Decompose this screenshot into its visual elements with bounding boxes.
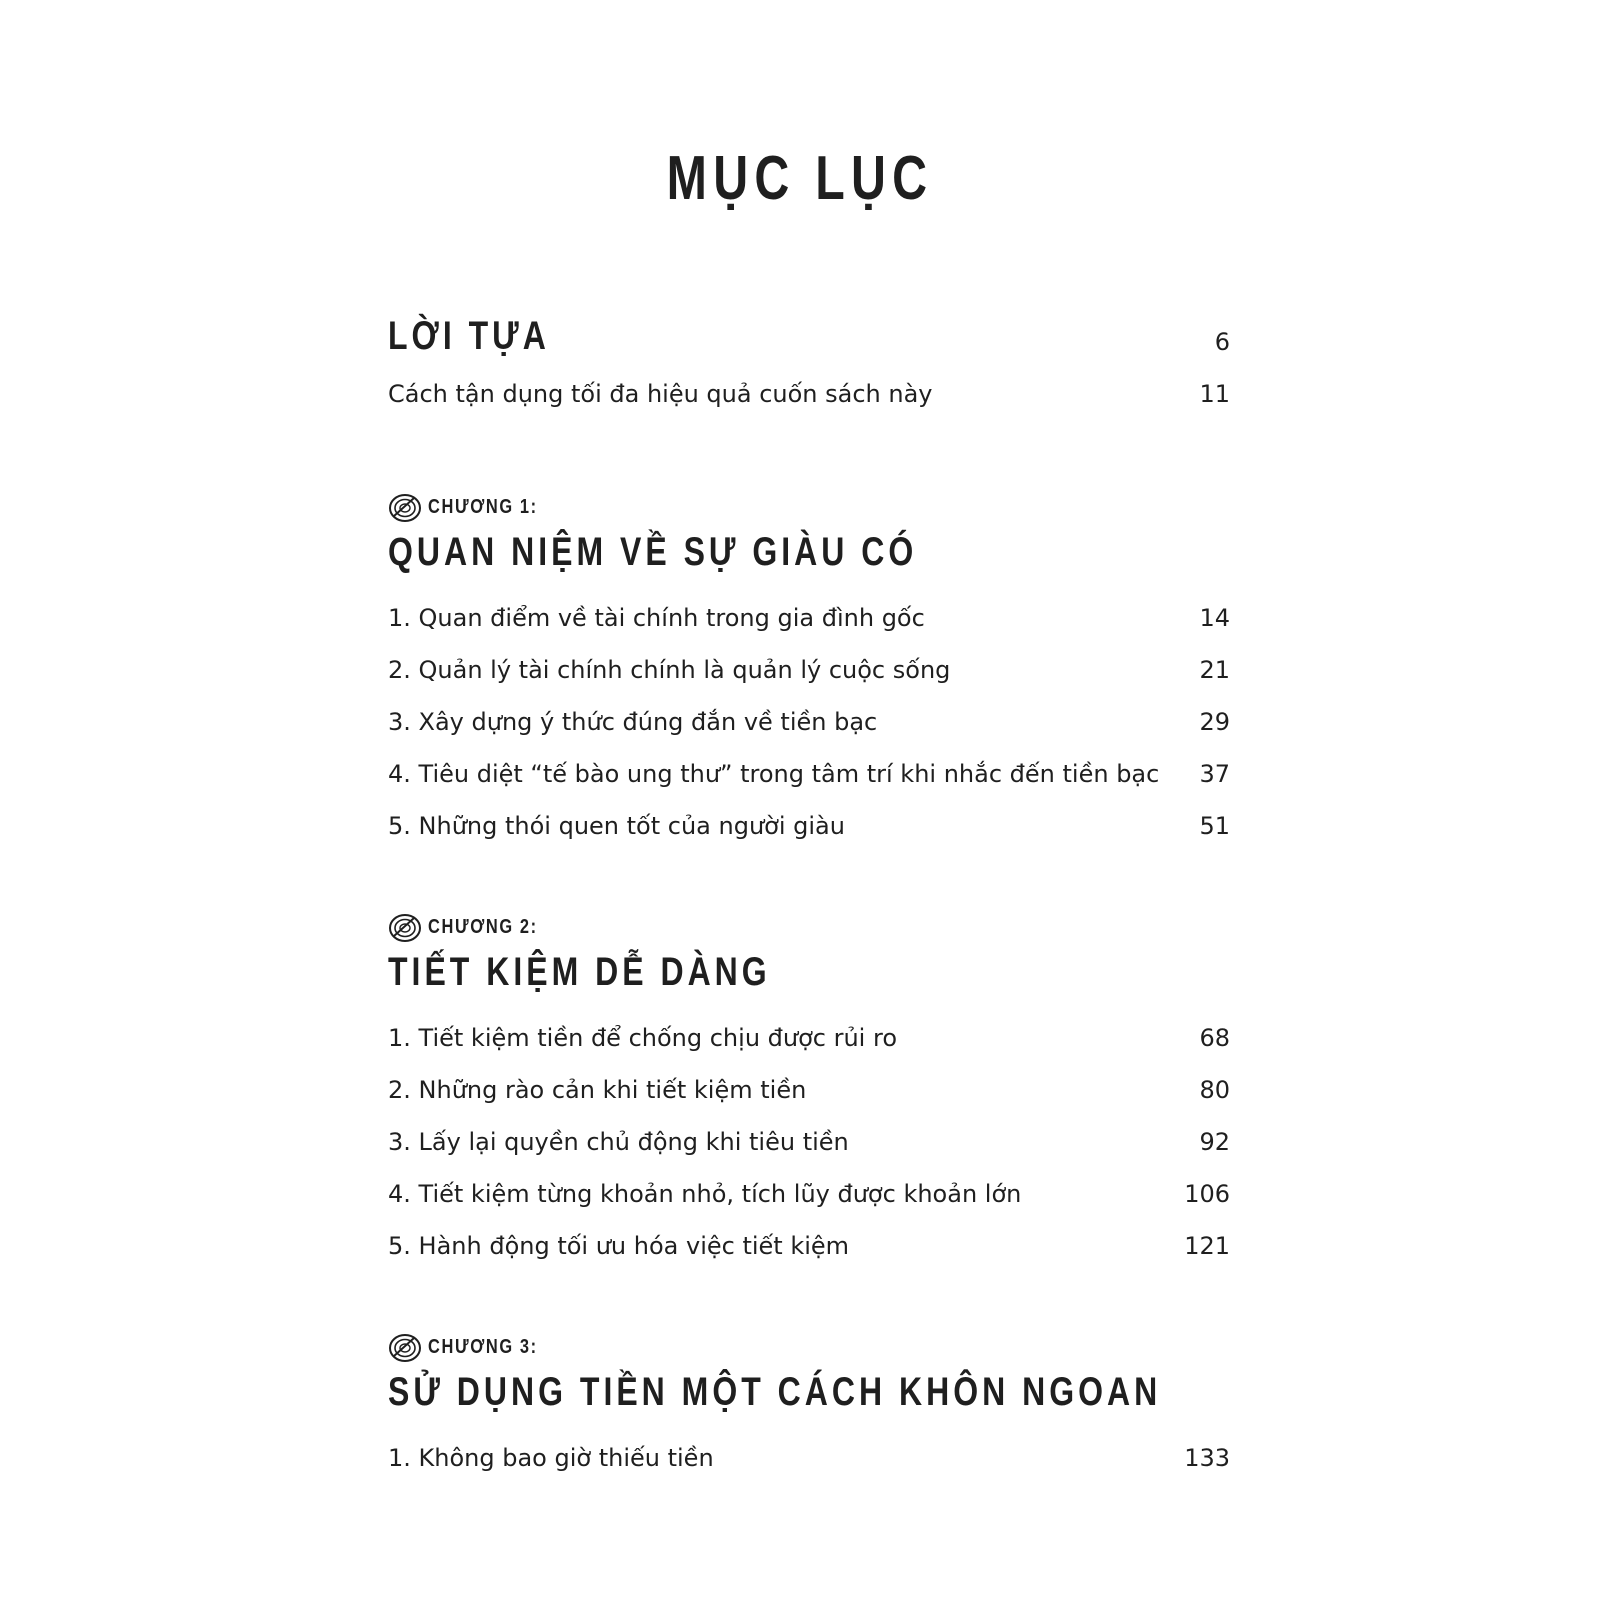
toc-entry[interactable] (388, 368, 1230, 420)
preface-section (388, 316, 1230, 420)
toc-entry[interactable] (388, 1012, 1230, 1064)
coin-icon (388, 490, 422, 524)
entry-title: 4. Tiết kiệm từng khoản nhỏ, tích lũy được khoản lớn (388, 1180, 1022, 1208)
entry-title: 2. Quản lý tài chính chính là quản lý cuộc sống (388, 656, 951, 684)
chapter-1-section (388, 490, 1230, 852)
page-title: MỤC LỤC (666, 144, 934, 213)
toc-entry[interactable] (388, 644, 1230, 696)
chapter-2-label (388, 910, 1230, 944)
entry-title: 5. Những thói quen tốt của người giàu (388, 812, 845, 840)
toc-entry[interactable] (388, 1220, 1230, 1272)
preface-heading-row[interactable] (388, 316, 1230, 360)
entry-title: 1. Không bao giờ thiếu tiền (388, 1444, 714, 1472)
entry-page-number: 51 (1199, 812, 1230, 840)
entry-page-number: 37 (1199, 760, 1230, 788)
entry-page-number: 21 (1199, 656, 1230, 684)
entry-page-number: 121 (1184, 1232, 1230, 1260)
entry-page-number: 133 (1184, 1444, 1230, 1472)
entry-title: 2. Những rào cản khi tiết kiệm tiền (388, 1076, 807, 1104)
chapter-3-heading[interactable]: SỬ DỤNG TIỀN MỘT CÁCH KHÔN NGOAN (388, 1370, 1162, 1414)
entry-page-number: 14 (1199, 604, 1230, 632)
entry-title: 3. Xây dựng ý thức đúng đắn về tiền bạc (388, 708, 878, 736)
preface-heading: LỜI TỰA (388, 314, 550, 358)
toc-entry[interactable] (388, 696, 1230, 748)
preface-page-number: 6 (1214, 328, 1230, 356)
chapter-2-label-text: CHƯƠNG 2: (428, 915, 538, 938)
entry-title: Cách tận dụng tối đa hiệu quả cuốn sách này (388, 380, 933, 408)
chapter-2-heading[interactable]: TIẾT KIỆM DỄ DÀNG (388, 950, 771, 994)
chapter-2-section (388, 910, 1230, 1272)
entry-title: 4. Tiêu diệt “tế bào ung thư” trong tâm trí khi nhắc đến tiền bạc (388, 760, 1160, 788)
coin-icon (388, 910, 422, 944)
chapter-3-label (388, 1330, 1230, 1364)
chapter-1-label (388, 490, 1230, 524)
chapter-3-section (388, 1330, 1230, 1484)
toc-entry[interactable] (388, 1432, 1230, 1484)
entry-page-number: 68 (1199, 1024, 1230, 1052)
chapter-1-label-text: CHƯƠNG 1: (428, 495, 538, 518)
entry-page-number: 106 (1184, 1180, 1230, 1208)
entry-page-number: 29 (1199, 708, 1230, 736)
entry-page-number: 11 (1199, 380, 1230, 408)
toc-entry[interactable] (388, 1064, 1230, 1116)
chapter-1-heading[interactable]: QUAN NIỆM VỀ SỰ GIÀU CÓ (388, 530, 918, 574)
toc-entry[interactable] (388, 800, 1230, 852)
entry-title: 1. Tiết kiệm tiền để chống chịu được rủi ro (388, 1024, 898, 1052)
entry-title: 1. Quan điểm về tài chính trong gia đình gốc (388, 604, 925, 632)
entry-page-number: 80 (1199, 1076, 1230, 1104)
toc-entry[interactable] (388, 1116, 1230, 1168)
entry-title: 5. Hành động tối ưu hóa việc tiết kiệm (388, 1232, 850, 1260)
entry-page-number: 92 (1199, 1128, 1230, 1156)
toc-entry[interactable] (388, 1168, 1230, 1220)
entry-title: 3. Lấy lại quyền chủ động khi tiêu tiền (388, 1128, 849, 1156)
coin-icon (388, 1330, 422, 1364)
toc-entry[interactable] (388, 592, 1230, 644)
toc-entry[interactable] (388, 748, 1230, 800)
chapter-3-label-text: CHƯƠNG 3: (428, 1335, 538, 1358)
